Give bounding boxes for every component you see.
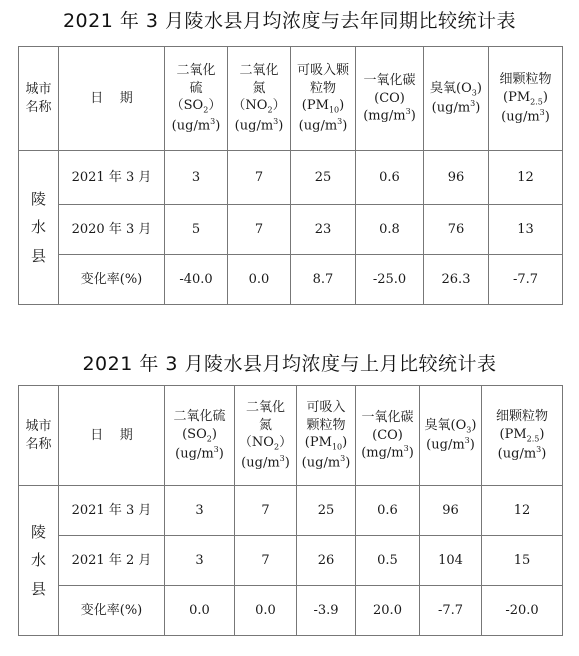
cell-o3: -7.7 [420,586,482,636]
cell-pm10: -3.9 [297,586,356,636]
cell-no2: 0.0 [228,255,291,305]
cell-no2: 7 [235,536,297,586]
cell-co: 0.8 [356,205,424,255]
stats-table [18,46,563,305]
header-pm10: 可吸入 颗粒物 $(PM_{10})$ $(ug/m^3)$ [297,386,356,486]
header-no2: 二氧化 氮$(NO_2)$ $(ug/m^3)$ [228,47,291,151]
cell-date: 2020 年 3 月 [59,205,165,255]
cell-o3: 26.3 [424,255,489,305]
cell-pm25: 15 [482,536,563,586]
cell-o3: 96 [420,486,482,536]
header-date: 日 期 [59,47,165,151]
header-pm25: 细颗粒物 $(PM_{2.5})$ $(ug/m^3)$ [482,386,563,486]
cell-pm10: 8.7 [291,255,356,305]
cell-co: -25.0 [356,255,424,305]
cell-co: 0.6 [356,486,420,536]
header-co: 一氧化碳 (CO) $(mg/m^3)$ [356,386,420,486]
cell-o3: 76 [424,205,489,255]
cell-co: 0.6 [356,151,424,205]
cell-no2: 0.0 [235,586,297,636]
cell-pm10: 25 [297,486,356,536]
cell-so2: 3 [165,151,228,205]
cell-co: 0.5 [356,536,420,586]
cell-so2: -40.0 [165,255,228,305]
table-row [19,151,563,205]
header-o3: 臭氧$(O_3)$ $(ug/m^3)$ [420,386,482,486]
table-title: 2021 年 3 月陵水县月均浓度与去年同期比较统计表 [62,10,517,32]
header-no2: 二氧化 氮$(NO_2)$ $(ug/m^3)$ [235,386,297,486]
cell-pm25: 12 [482,486,563,536]
cell-pm25: 13 [489,205,563,255]
header-city: 城市 名称 [19,386,59,486]
stats-table [18,385,563,636]
header-co: 一氧化碳 (CO) $(mg/m^3)$ [356,47,424,151]
header-pm25: 细颗粒物 $(PM_{2.5})$ $(ug/m^3)$ [489,47,563,151]
cell-so2: 0.0 [165,586,235,636]
header-city: 城市 名称 [19,47,59,151]
cell-pm25: -7.7 [489,255,563,305]
cell-pm25: 12 [489,151,563,205]
header-row [19,47,563,151]
header-date: 日 期 [59,386,165,486]
cell-so2: 3 [165,536,235,586]
table-title: 2021 年 3 月陵水县月均浓度与上月比较统计表 [82,353,497,375]
cell-date: 变化率(%) [59,586,165,636]
header-o3: 臭氧$(O_3)$ $(ug/m^3)$ [424,47,489,151]
table-row [19,255,563,305]
header-row [19,386,563,486]
table-row [19,486,563,536]
city-name-cell: 陵 水 县 [19,486,59,636]
cell-pm10: 25 [291,151,356,205]
cell-date: 2021 年 3 月 [59,151,165,205]
cell-date: 变化率(%) [59,255,165,305]
cell-so2: 5 [165,205,228,255]
table-section-yoy [0,6,579,287]
city-name-cell: 陵 水 县 [19,151,59,305]
table-row [19,205,563,255]
cell-date: 2021 年 2 月 [59,536,165,586]
header-so2: 二氧化 硫$(SO_2)$ $(ug/m^3)$ [165,47,228,151]
header-pm10: 可吸入颗 粒物 $(PM_{10})$ $(ug/m^3)$ [291,47,356,151]
cell-no2: 7 [228,205,291,255]
cell-date: 2021 年 3 月 [59,486,165,536]
cell-no2: 7 [228,151,291,205]
table-row [19,536,563,586]
cell-co: 20.0 [356,586,420,636]
cell-so2: 3 [165,486,235,536]
table-row [19,586,563,636]
cell-pm10: 23 [291,205,356,255]
cell-no2: 7 [235,486,297,536]
header-so2: 二氧化硫 $(SO_2)$ $(ug/m^3)$ [165,386,235,486]
cell-pm25: -20.0 [482,586,563,636]
cell-o3: 96 [424,151,489,205]
cell-o3: 104 [420,536,482,586]
cell-pm10: 26 [297,536,356,586]
table-section-mom [0,349,579,618]
